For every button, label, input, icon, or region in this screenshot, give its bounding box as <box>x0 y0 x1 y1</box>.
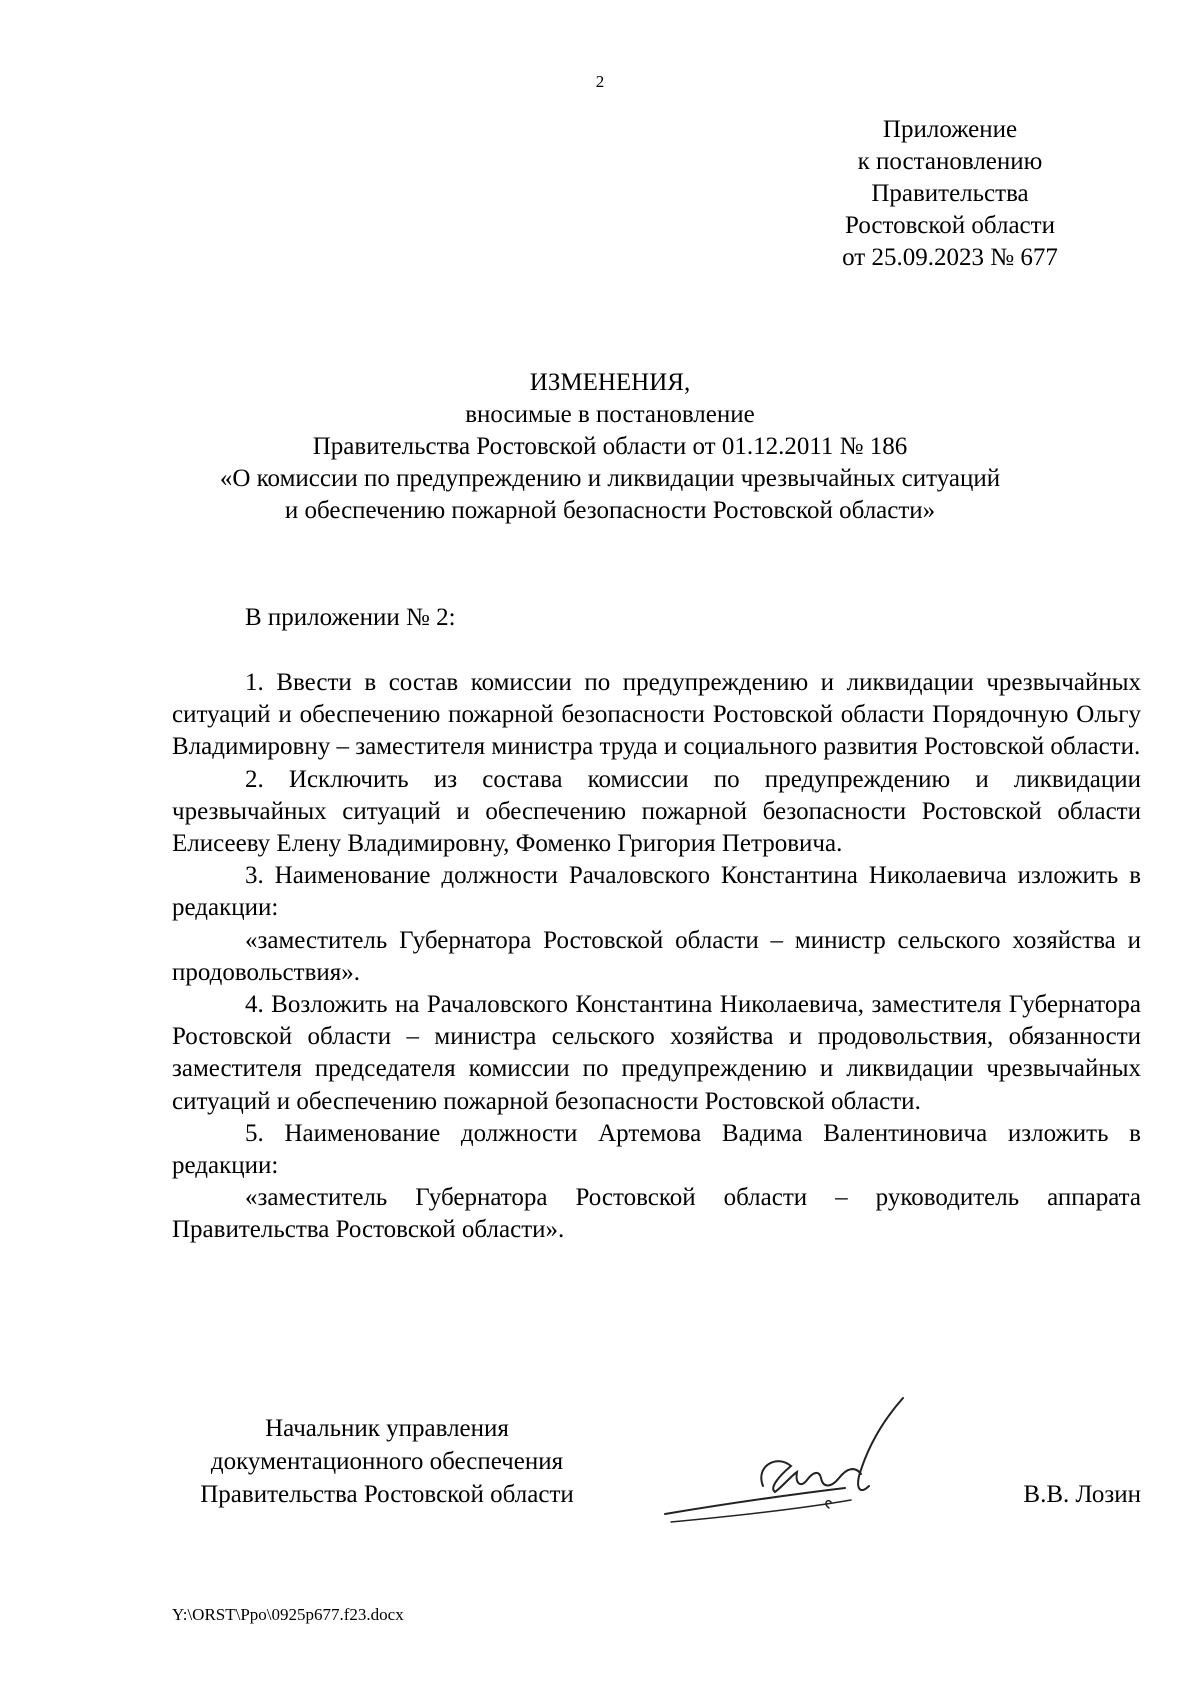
amendment-item: 4. Возложить на Рачаловского Константина Николаевича, заместителя Губернатора Ростовской области – министра сельского хозяйства и продовольствия, обязанности заместителя председателя комиссии по предупреждению и ликвидации чрезвычайных ситуаций и обеспечению пожарной безопасности Ростовской области. <box>172 991 1141 1115</box>
handwritten-signature <box>655 1390 955 1530</box>
signature-block <box>172 1412 1141 1522</box>
appendix-reference <box>790 114 1110 274</box>
signer-position-line: документационного обеспечения <box>210 1448 564 1475</box>
file-path: Y:\ORST\Ppo\0925p677.f23.docx <box>172 1605 404 1624</box>
appendix-line: к постановлению <box>857 148 1043 175</box>
amendment-item: «заместитель Губернатора Ростовской области – министр сельского хозяйства и продовольствия». <box>172 926 1141 986</box>
amendment-item: «заместитель Губернатора Ростовской области – руководитель аппарата Правительства Ростовской области». <box>172 1184 1141 1244</box>
appendix-line: Приложение <box>882 116 1018 143</box>
intro-line: В приложении № 2: <box>245 604 456 631</box>
page-number: 2 <box>595 72 605 91</box>
heading-line: вносимые в постановление <box>465 401 755 428</box>
amendment-item: 5. Наименование должности Артемова Вадима Валентиновича изложить в редакции: <box>172 1119 1141 1180</box>
signer-position-line: Правительства Ростовской области <box>200 1481 574 1508</box>
heading-line: Правительства Ростовской области от 01.12.2011 № 186 <box>312 433 908 460</box>
amendment-item: 2. Исключить из состава комиссии по предупреждению и ликвидации чрезвычайных ситуаций и обеспечению пожарной безопасности Ростовской области Елисееву Елену Владимировну, Фоменко Григория Петровича. <box>172 765 1141 858</box>
heading-line: и обеспечению пожарной безопасности Ростовской области» <box>284 497 936 524</box>
heading-title: ИЗМЕНЕНИЯ, <box>529 369 691 396</box>
amendment-item: 1. Ввести в состав комиссии по предупреждению и ликвидации чрезвычайных ситуаций и обеспечению пожарной безопасности Ростовской области Порядочную Ольгу Владимировну – заместителя министра труда и социального развития Ростовской области. <box>172 669 1141 761</box>
appendix-line: Ростовской области <box>845 212 1055 239</box>
amendment-item: 3. Наименование должности Рачаловского Константина Николаевича изложить в редакции: <box>172 862 1141 922</box>
changes-heading <box>130 367 1090 527</box>
appendix-line: Правительства <box>871 180 1029 207</box>
amendment-items <box>172 667 1141 1247</box>
signer-name: В.В. Лозин <box>1023 1481 1141 1508</box>
signer-position-line: Начальник управления <box>265 1415 509 1442</box>
signer-position <box>172 1412 602 1511</box>
heading-line: «О комиссии по предупреждению и ликвидации чрезвычайных ситуаций <box>219 465 1001 492</box>
appendix-line: от 25.09.2023 № 677 <box>842 244 1058 271</box>
